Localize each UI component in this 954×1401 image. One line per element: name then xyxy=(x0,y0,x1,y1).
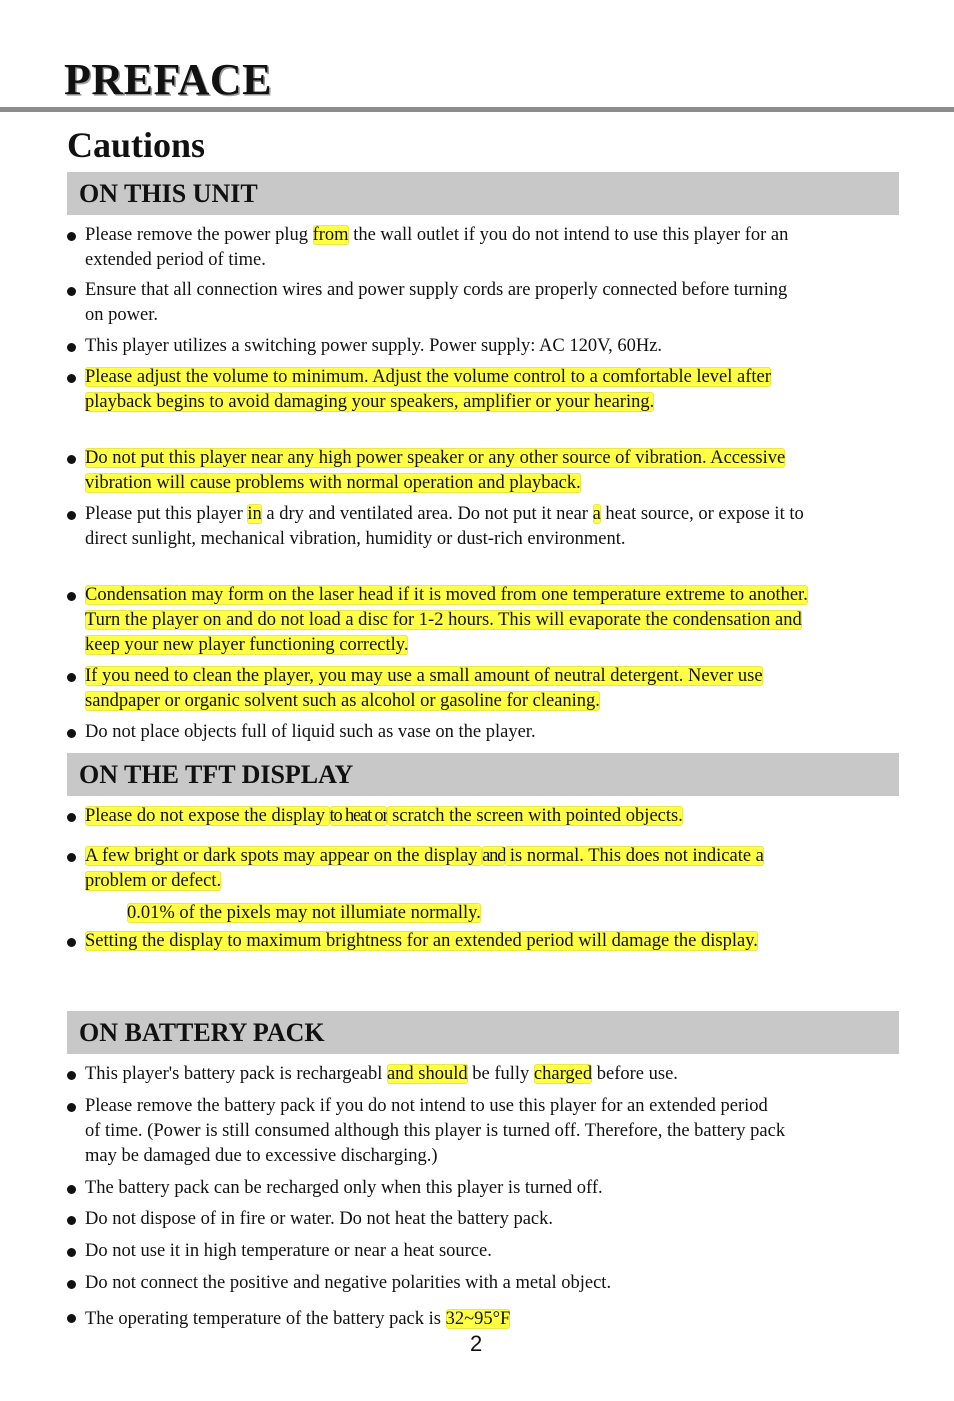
bullet-icon xyxy=(67,511,76,520)
bullet-icon xyxy=(67,455,76,464)
section-heading: ON THE TFT DISPLAY xyxy=(79,760,354,789)
caution-item: Do not connect the positive and negative polarities with a metal object. xyxy=(85,1273,612,1293)
bullet-icon xyxy=(67,287,76,296)
caution-item: If you need to clean the player, you may use a small amount of neutral detergent. Never use sandpaper or organic solvent such as alcohol or gasoline for cleaning. xyxy=(85,666,763,711)
caution-item: Please do not expose the display to heat or scratch the screen with pointed objects. xyxy=(85,806,683,826)
caution-item: Please put this player in a dry and ventilated area. Do not put it near a heat source, or expose it to direct sunlight, mechanical vibration, humidity or dust-rich environment. xyxy=(85,504,804,549)
bullet-icon xyxy=(67,813,76,822)
bullet-icon xyxy=(67,1185,76,1194)
caution-item: Setting the display to maximum brightness for an extended period will damage the display. xyxy=(85,931,758,951)
bullet-icon xyxy=(67,592,76,601)
section-header-unit xyxy=(67,172,899,215)
section-heading: ON THIS UNIT xyxy=(79,179,258,208)
title-rule xyxy=(0,107,954,112)
bullet-icon xyxy=(67,1248,76,1257)
section-header-battery xyxy=(67,1011,899,1054)
section-header-tft xyxy=(67,753,899,796)
bullet-icon xyxy=(67,853,76,862)
caution-item: Please adjust the volume to minimum. Adjust the volume control to a comfortable level after playback begins to avoid damaging your speakers, amplifier or your hearing. xyxy=(85,367,771,412)
bullet-icon xyxy=(67,1216,76,1225)
caution-item: The operating temperature of the battery pack is 32~95°F xyxy=(85,1309,511,1329)
section-heading: ON BATTERY PACK xyxy=(79,1018,325,1047)
bullet-icon xyxy=(67,343,76,352)
caution-item: This player's battery pack is rechargeabl and should be fully charged before use. xyxy=(85,1064,678,1084)
caution-item: Do not dispose of in fire or water. Do not heat the battery pack. xyxy=(85,1209,554,1229)
bullet-icon xyxy=(67,232,76,241)
bullet-icon xyxy=(67,673,76,682)
caution-item: Do not put this player near any high power speaker or any other source of vibration. Accessive vibration will cause problems with normal operation and playback. xyxy=(85,448,786,493)
bullet-icon xyxy=(67,1103,76,1112)
bullet-icon xyxy=(67,1071,76,1080)
caution-item: Please remove the power plug from the wall outlet if you do not intend to use this player for an extended period of time. xyxy=(85,225,789,270)
caution-item: Do not place objects full of liquid such as vase on the player. xyxy=(85,722,536,742)
page-title: PREFACE xyxy=(64,55,273,104)
bullet-icon xyxy=(67,374,76,383)
caution-item: Ensure that all connection wires and power supply cords are properly connected before turning on power. xyxy=(85,280,788,325)
caution-item: This player utilizes a switching power supply. Power supply: AC 120V, 60Hz. xyxy=(85,336,663,356)
section-subtitle: Cautions xyxy=(67,125,206,165)
caution-item: A few bright or dark spots may appear on the display and is normal. This does not indicate a problem or defect. xyxy=(85,846,764,891)
caution-item: Please remove the battery pack if you do not intend to use this player for an extended period of time. (Power is still consumed although this player is turned off. Therefore, the battery pack may be damaged due to excessive discharging.) xyxy=(85,1096,786,1166)
caution-item: The battery pack can be recharged only when this player is turned off. xyxy=(85,1178,603,1198)
caution-item: Do not use it in high temperature or near a heat source. xyxy=(85,1241,492,1261)
bullet-icon xyxy=(67,729,76,738)
caution-note: 0.01% of the pixels may not illumiate normally. xyxy=(127,903,481,923)
bullet-icon xyxy=(67,938,76,947)
bullet-icon xyxy=(67,1280,76,1289)
caution-item: Condensation may form on the laser head if it is moved from one temperature extreme to another. Turn the player on and do not load a disc for 1-2 hours. This will evaporate the condensation and keep your new player functioning correctly. xyxy=(85,585,808,655)
page-number: 2 xyxy=(470,1331,483,1356)
bullet-icon xyxy=(67,1314,76,1323)
